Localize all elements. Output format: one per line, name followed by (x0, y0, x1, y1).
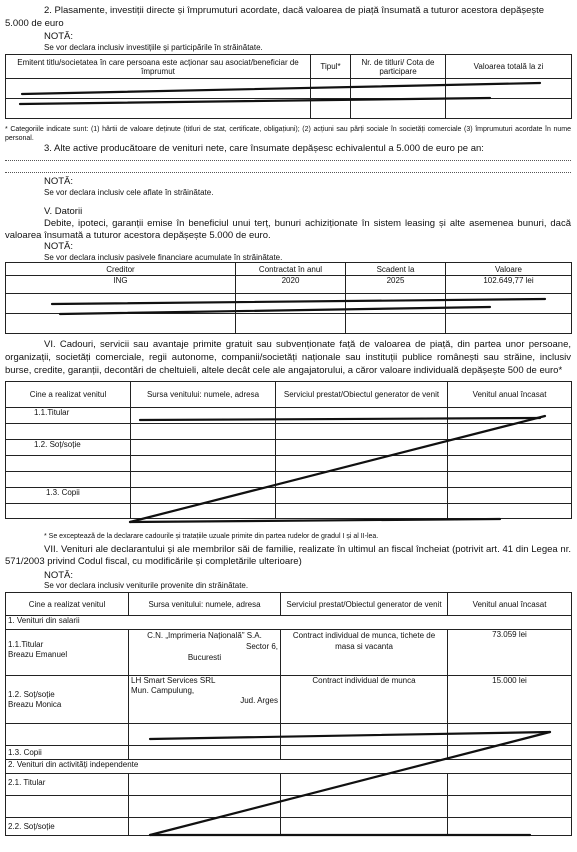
s6-col-who: Cine a realizat venitul (6, 382, 131, 408)
s7-r12-name: Breazu Monica (8, 700, 62, 709)
s7-category-row (6, 616, 572, 630)
s2-col-count: Nr. de titluri/ Cota de participare (351, 55, 446, 79)
s7-r12-src2: Mun. Campulung, (131, 686, 195, 695)
s7-row-spouse (6, 676, 572, 724)
s5-col-value: Valoare (446, 263, 572, 276)
s7-row (6, 796, 572, 818)
s5-col-due: Scadent la (346, 263, 446, 276)
s5-due: 2025 (346, 276, 446, 294)
s7-text: VII. Venituri ale declarantului și ale membrilor săi de familie, realizate în ultimul an fiscal încheiat (potrivit art. 41 din Legea nr. 571/2003 privind Codul fiscal, cu modificările și completările ulterioare) (5, 544, 571, 567)
s2-row (6, 99, 572, 119)
s5-year: 2020 (236, 276, 346, 294)
s7-row-children (6, 746, 572, 760)
s7-r21-who: 2.1. Titular (6, 774, 129, 796)
s6-col-source: Sursa venitului: numele, adresa (131, 382, 276, 408)
s5-col-year: Contractat în anul (236, 263, 346, 276)
s7-cat1: 1. Venituri din salarii (6, 616, 572, 630)
s6-who-children: 1.3. Copii (6, 488, 131, 504)
s5-value: 102.649,77 lei (446, 276, 572, 294)
s2-heading-cont: 5.000 de euro (5, 18, 64, 29)
s7-note: Se vor declara inclusiv veniturile provenite din străinătate. (44, 581, 249, 590)
s7-r12-service: Contract individual de munca (281, 676, 448, 724)
s7-row-titular2 (6, 774, 572, 796)
s3-heading: 3. Alte active producătoare de venituri nete, care însumate depășesc echivalentul a 5.000 de euro pe an: (44, 143, 484, 154)
s6-row-titular (6, 408, 572, 424)
s7-table (5, 592, 572, 836)
s6-who-titular: 1.1.Titular (6, 408, 131, 424)
s7-r12-src3: Jud. Arges (240, 696, 278, 705)
s7-row-titular (6, 630, 572, 676)
s5-creditor: ING (6, 276, 236, 294)
s7-r11-value: 73.059 lei (448, 630, 572, 676)
s6-col-service: Serviciul prestat/Obiectul generator de venit (276, 382, 448, 408)
s7-r13-who: 1.3. Copii (6, 746, 129, 760)
strike-line (130, 519, 500, 522)
s3-nota: NOTĂ: (44, 176, 74, 187)
s6-col-income: Venitul anual încasat (448, 382, 572, 408)
s7-r12-value: 15.000 lei (448, 676, 572, 724)
s6-row (6, 504, 572, 519)
s7-r11-service: Contract individual de munca, tichete de masa si vacanta (281, 630, 448, 676)
s3-note: Se vor declara inclusiv cele aflate în străinătate. (44, 188, 214, 197)
s5-row (6, 294, 572, 314)
s6-who-spouse: 1.2. Soț/soție (6, 440, 131, 456)
s7-r12-who: 1.2. Soț/soție (8, 690, 55, 699)
s7-col-income: Venitul anual încasat (448, 593, 572, 616)
s3-dotted-line (5, 172, 571, 173)
s7-col-service: Serviciul prestat/Obiectul generator de venit (281, 593, 448, 616)
s2-col-issuer: Emitent titlu/societatea în care persoana este acționar sau asociat/beneficiar de împrumut (6, 55, 311, 79)
s6-text: VI. Cadouri, servicii sau avantaje primite gratuit sau subvenționate față de valoarea de piață, din partea unor persoane, organizații, societăți comerciale, regii autonome, companii/societăți naționale sau instituții publice românești sau străine, inclusiv burse, credite, garanții, decontări de cheltuieli, altele decât cele ale angajatorului, a căror valoare individuală depășește 500 de euro* (5, 339, 571, 376)
s7-r12-src1: LH Smart Services SRL (131, 676, 216, 685)
s2-heading: 2. Plasamente, investiții directe și împrumuturi acordate, dacă valoarea de piață însumată a tuturor acestora depășește (44, 5, 545, 16)
s5-text: Debite, ipoteci, garanții emise în beneficiul unui terț, bunuri achiziționate în sistem leasing și alte asemenea bunuri, dacă valoarea însumată a tuturor acestora depășește 5.000 de euro. (5, 218, 571, 241)
s2-nota: NOTĂ: (44, 31, 74, 42)
s6-row (6, 456, 572, 472)
s7-category-row (6, 760, 572, 774)
s7-r11-name: Breazu Emanuel (8, 650, 68, 659)
s6-table (5, 381, 572, 519)
s2-col-type: Tipul* (311, 55, 351, 79)
s7-r11-src3: Bucuresti (187, 653, 222, 662)
s5-row (6, 276, 572, 294)
s2-col-value: Valoarea totală la zi (446, 55, 572, 79)
s7-col-source: Sursa venitului: numele, adresa (129, 593, 281, 616)
s2-table (5, 54, 572, 119)
s3-dotted-line (5, 160, 571, 161)
s5-table (5, 262, 572, 334)
s2-row (6, 79, 572, 99)
s7-r11-src2: Sector 6, (245, 642, 278, 651)
s6-row (6, 424, 572, 440)
s7-row (6, 724, 572, 746)
s5-title: V. Datorii (44, 206, 83, 217)
s2-note: Se vor declara inclusiv investițiile și participările în străinătate. (44, 43, 263, 52)
s7-nota: NOTĂ: (44, 570, 74, 581)
s6-row (6, 472, 572, 488)
s7-r11-who: 1.1.Titular (8, 640, 44, 649)
s6-row-children (6, 488, 572, 504)
s7-r11-src1: C.N. „Imprimeria Națională” S.A. (147, 631, 262, 640)
s7-row-spouse2 (6, 818, 572, 836)
s6-row-spouse (6, 440, 572, 456)
s5-row (6, 314, 572, 334)
s2-footnote: * Categoriile indicate sunt: (1) hârtii de valoare deținute (titluri de stat, certificate, obligațiuni); (2) acțiuni sau părți sociale în societăți comerciale (3) împrumuturi acordate în nume personal. (5, 126, 571, 142)
s5-nota: NOTĂ: (44, 241, 74, 252)
s7-col-who: Cine a realizat venitul (6, 593, 129, 616)
s7-r22-who: 2.2. Soț/soție (6, 818, 129, 836)
s7-cat2: 2. Venituri din activități independente (6, 760, 572, 774)
s6-footnote: * Se exceptează de la declarare cadourile și tratațiile uzuale primite din partea rudelor de gradul I și al II-lea. (44, 533, 379, 540)
s5-col-creditor: Creditor (6, 263, 236, 276)
s5-note: Se vor declara inclusiv pasivele financiare acumulate în străinătate. (44, 253, 283, 262)
